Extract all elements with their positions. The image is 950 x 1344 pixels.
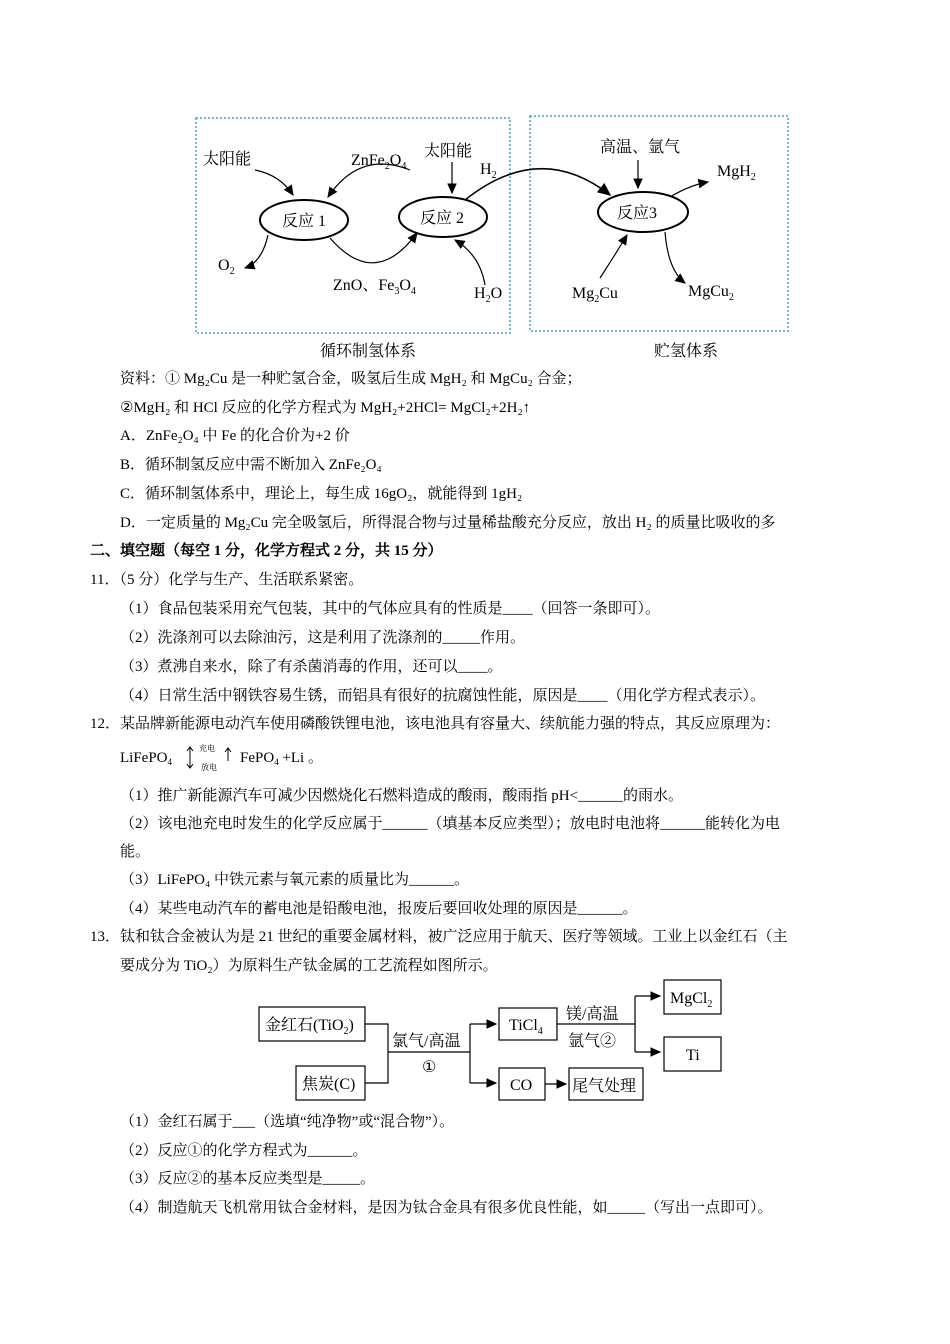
reaction1-label: 反应 1 <box>282 213 327 230</box>
q10-option-c: C．循环制氢体系中，理论上，每生成 16gO₂，就能得到 1gH₂ <box>120 486 523 502</box>
high-temp-ar-label: 高温、氩气 <box>600 139 681 156</box>
coke-label: 焦炭(C) <box>302 1076 356 1093</box>
h2o-to-r2-arrow <box>455 240 485 285</box>
h2-label: $H_2$ <box>480 161 497 181</box>
mg2cu-label: $Mg_2Cu$ <box>572 285 618 305</box>
eq-charge-label: 充电 <box>199 744 215 753</box>
svg-text:TiCl4: TiCl$_4$ <box>509 1017 543 1037</box>
q13-part1: （1）金红石属于___（选填“纯净物”或“混合物”）。 <box>120 1114 455 1130</box>
q10-option-a: A．ZnFe₂O₄ 中 Fe 的化合价为+2 价 <box>120 428 350 444</box>
znfe2o4-label: $ZnFe_2O_4$ <box>351 152 407 172</box>
mg-high-temp-label: 镁/高温 <box>566 1006 619 1023</box>
chlorine-high-temp-label: 氯气/高温 <box>392 1033 461 1050</box>
h2o-label: $H_2O$ <box>474 285 503 305</box>
eq-reverse-arrow <box>225 748 231 761</box>
solar-mid-label: 太阳能 <box>424 143 473 160</box>
q12-part3: （3）LiFePO₄ 中铁元素与氧元素的质量比为______。 <box>120 872 469 888</box>
zno-fe3o4-label: ZnO、$Fe_3O_4$ <box>333 277 416 297</box>
eq-left: LiFePO$_4$ <box>120 750 173 767</box>
q12-part2: （2）该电池充电时发生的化学反应属于______（填基本反应类型）；放电时电池将______能转化为电 <box>120 816 781 832</box>
section2-title: 二、填空题（每空 1 分，化学方程式 2 分，共 15 分） <box>90 543 443 559</box>
r3-to-mgh2-arrow <box>670 182 708 197</box>
eq-right: FePO$_4$ +Li 。 <box>240 750 323 767</box>
eq-discharge-label: 放电 <box>201 763 217 772</box>
hydrogen-cycle-diagram <box>0 0 950 370</box>
q12-equation <box>118 740 358 774</box>
solar-to-r1-arrow <box>255 170 293 195</box>
co-label: CO <box>510 1077 533 1094</box>
titanium-process-flow <box>0 975 950 1110</box>
tail-gas-label: 尾气处理 <box>572 1078 637 1095</box>
q11-part2: （2）洗涤剂可以去除油污，这是利用了洗涤剂的_____作用。 <box>120 630 526 646</box>
q10-info2: ②MgH₂ 和 HCl 反应的化学方程式为 MgH₂+2HCl= MgCl₂+2H₂↑ <box>120 400 531 416</box>
svg-text:MgCl2: MgCl$_2$ <box>670 990 713 1010</box>
r3-to-mgcu2-arrow <box>665 232 685 283</box>
mg2cu-to-r3-arrow <box>600 235 627 278</box>
ti-label: Ti <box>686 1047 700 1064</box>
q12-part1: （1）推广新能源汽车可减少因燃烧化石燃料造成的酸雨，酸雨指 pH<______的雨水。 <box>120 788 684 804</box>
argon-2-label: 氩气② <box>568 1033 617 1050</box>
solar-left-label: 太阳能 <box>203 151 252 168</box>
q11-part3: （3）煮沸自来水，除了有杀菌消毒的作用，还可以____。 <box>120 659 503 675</box>
q13-stem1: 13．钛和钛合金被认为是 21 世纪的重要金属材料，被广泛应用于航天、医疗等领域。工业上以金红石（主 <box>90 929 788 945</box>
cycle-system-caption: 循环制氢体系 <box>320 343 417 360</box>
q13-part2: （2）反应①的化学方程式为______。 <box>120 1143 368 1159</box>
q10-info1: 资料：① Mg₂Cu 是一种贮氢合金，吸氢后生成 MgH₂ 和 MgCu₂ 合金； <box>120 371 582 387</box>
q13-stem2: 要成分为 TiO₂）为原料生产钛金属的工艺流程如图所示。 <box>120 958 498 974</box>
q13-part3: （3）反应②的基本反应类型是_____。 <box>120 1171 376 1187</box>
reaction2-label: 反应 2 <box>420 210 465 227</box>
mgcu2-label: MgCu$_2$ <box>688 283 734 303</box>
q12-stem: 12．某品牌新能源电动汽车使用磷酸铁锂电池，该电池具有容量大、续航能力强的特点，其反应原理为： <box>90 716 781 732</box>
mgh2-label: MgH$_2$ <box>717 163 756 183</box>
storage-system-caption: 贮氢体系 <box>654 343 719 360</box>
o2-label: $O_2$ <box>218 257 235 277</box>
r1-to-o2-arrow <box>245 235 268 268</box>
q11-part1: （1）食品包装采用充气包装，其中的气体应具有的性质是____（回答一条即可）。 <box>120 601 661 617</box>
reaction1-mark: ① <box>422 1059 437 1076</box>
q10-option-b: B．循环制氢反应中需不断加入 ZnFe₂O₄ <box>120 457 382 473</box>
q10-option-d: D．一定质量的 Mg₂Cu 完全吸氢后，所得混合物与过量稀盐酸充分反应，放出 H₂ 的质量比吸收的多 <box>120 515 776 531</box>
q11-stem: 11．（5 分）化学与生产、生活联系紧密。 <box>90 572 364 588</box>
q11-part4: （4）日常生活中钢铁容易生锈，而铝具有很好的抗腐蚀性能，原因是____（用化学方程式表示）。 <box>120 688 766 704</box>
q13-part4: （4）制造航天飞机常用钛合金材料，是因为钛合金具有很多优良性能，如_____（写出一点即可）。 <box>120 1200 773 1216</box>
eq-forward-arrow <box>187 747 193 761</box>
q12-part4: （4）某些电动汽车的蓄电池是铅酸电池，报废后要回收处理的原因是______。 <box>120 901 638 917</box>
svg-text:金红石(TiO2): 金红石(TiO$_2$) <box>265 1017 354 1037</box>
r1-to-r2-arrow <box>330 233 417 263</box>
reaction3-label: 反应3 <box>617 205 658 222</box>
q12-part2b: 能。 <box>120 844 151 860</box>
